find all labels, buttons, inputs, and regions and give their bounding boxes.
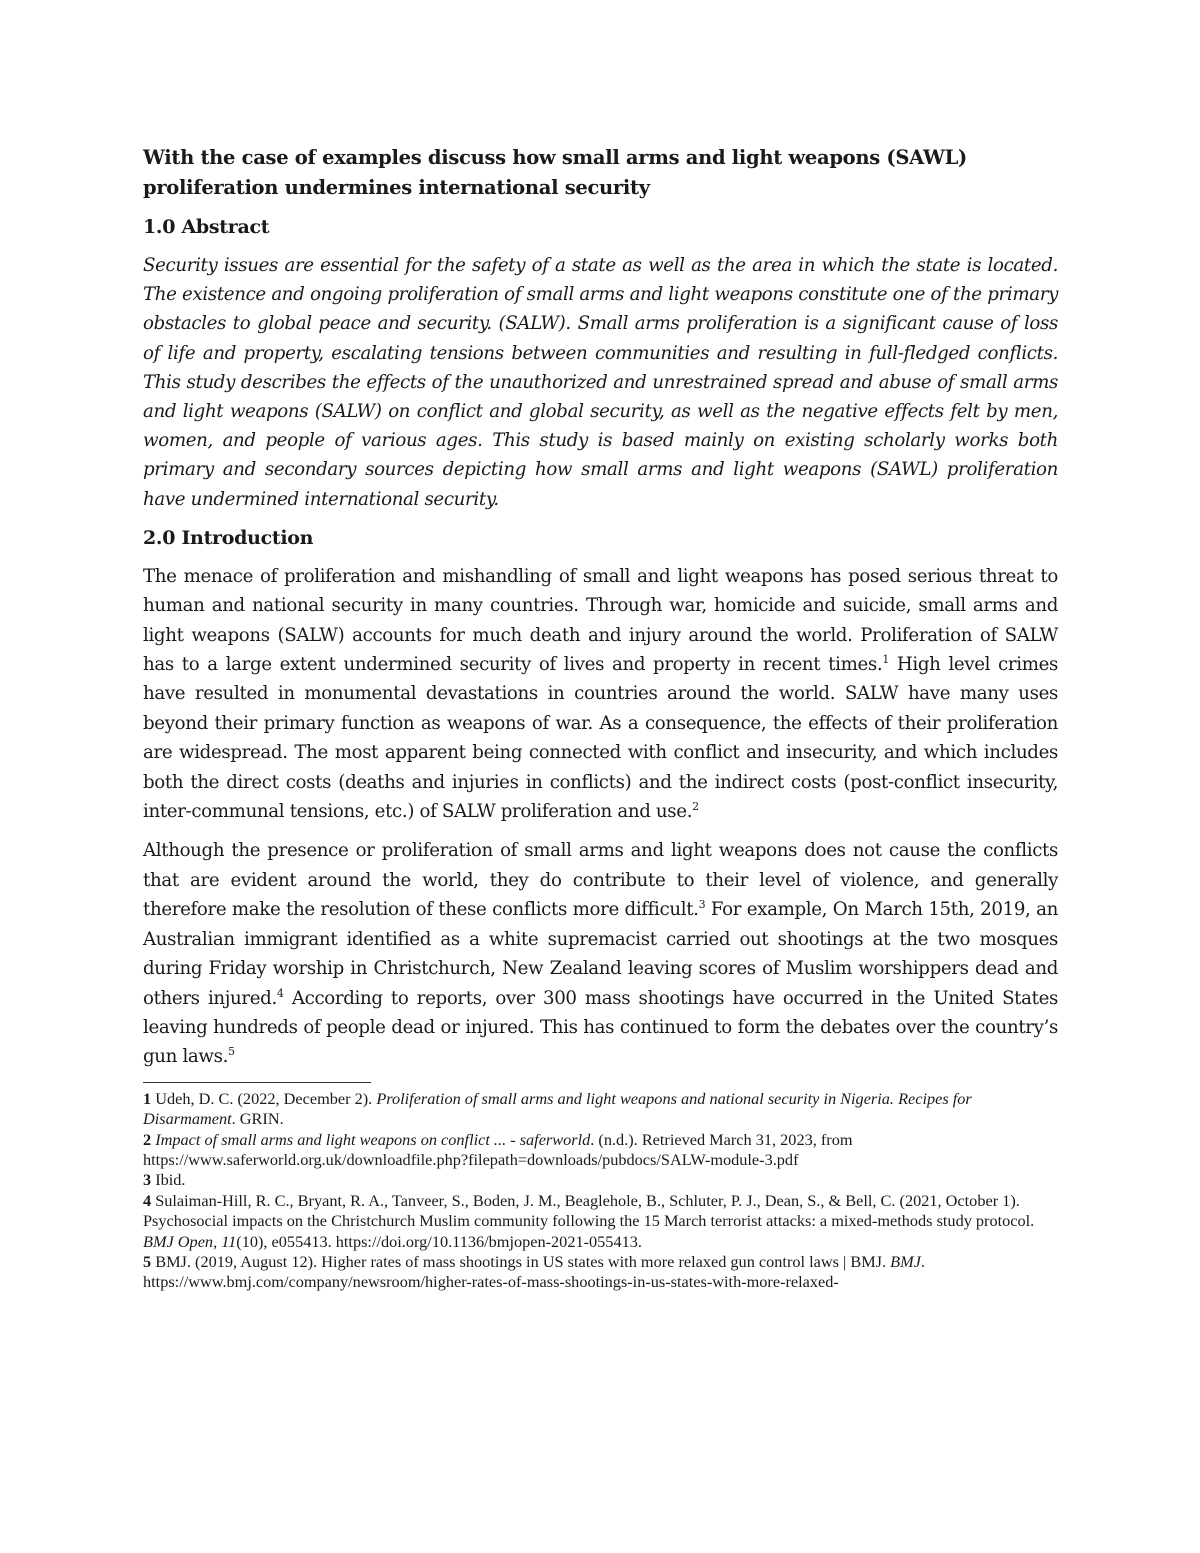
footnote-ref-3[interactable]: 3 bbox=[698, 898, 706, 912]
footnote-italic-text: Impact of small arms and light weapons on conflict ... - saferworld bbox=[151, 1129, 591, 1149]
footnote-text: Ibid. bbox=[151, 1170, 186, 1190]
footnote-text: BMJ. (2019, August 12). Higher rates of mass shootings in US states with more relaxed gun control laws | BMJ. bbox=[151, 1251, 891, 1271]
footnote-ref-1[interactable]: 1 bbox=[882, 652, 889, 666]
footnote-ref-2[interactable]: 2 bbox=[692, 800, 699, 814]
footnote-4 bbox=[143, 1191, 1058, 1252]
paragraph-text: The menace of proliferation and mishandling of small and light weapons has posed serious threat to human and national security in many countries. Through war, homicide and suicide, small arms and light weapons (SALW) accounts for much death and injury around the world. Proliferation of SALW has to a large extent undermined security of lives and property in recent times. bbox=[143, 565, 1058, 676]
paragraph-text: For example, On March 15th, 2019, an Australian immigrant identified as a white supremacist carried out shootings at the two mosques during Friday worship in Christchurch, New Zealand leaving scores of Muslim worshippers dead and others injured. bbox=[143, 899, 1059, 1009]
introduction-paragraph-1 bbox=[143, 562, 1058, 827]
footnote-5 bbox=[143, 1252, 1058, 1293]
footnote-link-text[interactable]: (10), e055413. https://doi.org/10.1136/bmjopen-2021-055413. bbox=[236, 1231, 642, 1251]
paragraph-text: High level crimes have resulted in monumental devastations in countries around the world. SALW have many uses beyond their primary function as weapons of war. As a consequence, the effects of their proliferation are widespread. The most apparent being connected with conflict and insecurity, and which includes both the direct costs (deaths and injuries in conflicts) and the indirect costs (post-conflict insecurity, inter-communal tensions, etc.) of SALW proliferation and use. bbox=[143, 654, 1059, 823]
footnote-italic-text: BMJ bbox=[890, 1251, 921, 1271]
footnote-number: 1 bbox=[143, 1088, 152, 1108]
document-content bbox=[143, 143, 1058, 1293]
footnote-italic-text: Proliferation of small arms and light weapons and national security in Nigeria. Recipes for Disarmament bbox=[143, 1088, 972, 1129]
footnote-number: 5 bbox=[143, 1251, 152, 1271]
footnote-1 bbox=[143, 1089, 1058, 1130]
introduction-heading: 2.0 Introduction bbox=[143, 526, 314, 549]
footnote-text: . GRIN. bbox=[231, 1109, 284, 1129]
footnote-3 bbox=[143, 1170, 1058, 1190]
footnotes bbox=[143, 1089, 1058, 1293]
introduction-paragraph-2 bbox=[143, 836, 1058, 1071]
footnote-separator bbox=[143, 1082, 371, 1083]
footnote-link-text[interactable]: . (n.d.). Retrieved March 31, 2023, from https://www.saferworld.org.uk/downloadfile.php?filepath=downloads/pubdocs/SALW-module-3.pdf bbox=[143, 1129, 853, 1169]
footnote-text: Udeh, D. C. (2022, December 2). bbox=[151, 1088, 377, 1108]
paragraph-text: Although the presence or proliferation of small arms and light weapons does not cause the conflicts that are evident around the world, they do contribute to their level of violence, and generally therefore make the resolution of these conflicts more difficult. bbox=[143, 840, 1058, 921]
footnote-2 bbox=[143, 1130, 1058, 1171]
abstract-paragraph: Security issues are essential for the safety of a state as well as the area in which the state is located. The existence and ongoing proliferation of small arms and light weapons constitute one of the primary obstacles to global peace and security. (SALW). Small arms proliferation is a significant cause of loss of life and property, escalating tensions between communities and resulting in full-fledged conflicts. This study describes the effects of the unauthorized and unrestrained spread and abuse of small arms and light weapons (SALW) on conflict and global security, as well as the negative effects felt by men, women, and people of various ages. This study is based mainly on existing scholarly works both primary and secondary sources depicting how small arms and light weapons (SAWL) proliferation have undermined international security. bbox=[143, 255, 1058, 510]
footnote-ref-5[interactable]: 5 bbox=[228, 1045, 235, 1059]
footnote-link-text[interactable]: . https://www.bmj.com/company/newsroom/higher-rates-of-mass-shootings-in-us-states-with-more-relaxed- bbox=[143, 1251, 925, 1292]
footnote-number: 3 bbox=[143, 1170, 152, 1190]
footnote-ref-4[interactable]: 4 bbox=[276, 986, 284, 1000]
abstract-heading: 1.0 Abstract bbox=[143, 216, 270, 238]
document-title: With the case of examples discuss how small arms and light weapons (SAWL) proliferation undermines international security bbox=[143, 146, 967, 199]
footnote-italic-text: BMJ Open, 11 bbox=[143, 1231, 237, 1251]
footnote-text: Sulaiman-Hill, R. C., Bryant, R. A., Tanveer, S., Boden, J. M., Beaglehole, B., Schluter, P. J., Dean, S., & Bell, C. (2021, October 1). Psychosocial impacts on the Christchurch Muslim community following the 15 March terrorist attacks: a mixed-methods study protocol. bbox=[143, 1190, 1035, 1231]
footnote-number: 2 bbox=[143, 1129, 152, 1149]
footnote-number: 4 bbox=[143, 1190, 152, 1210]
paragraph-text: According to reports, over 300 mass shootings have occurred in the United States leaving hundreds of people dead or injured. This has continued to form the debates over the country’s gun laws. bbox=[143, 987, 1058, 1068]
